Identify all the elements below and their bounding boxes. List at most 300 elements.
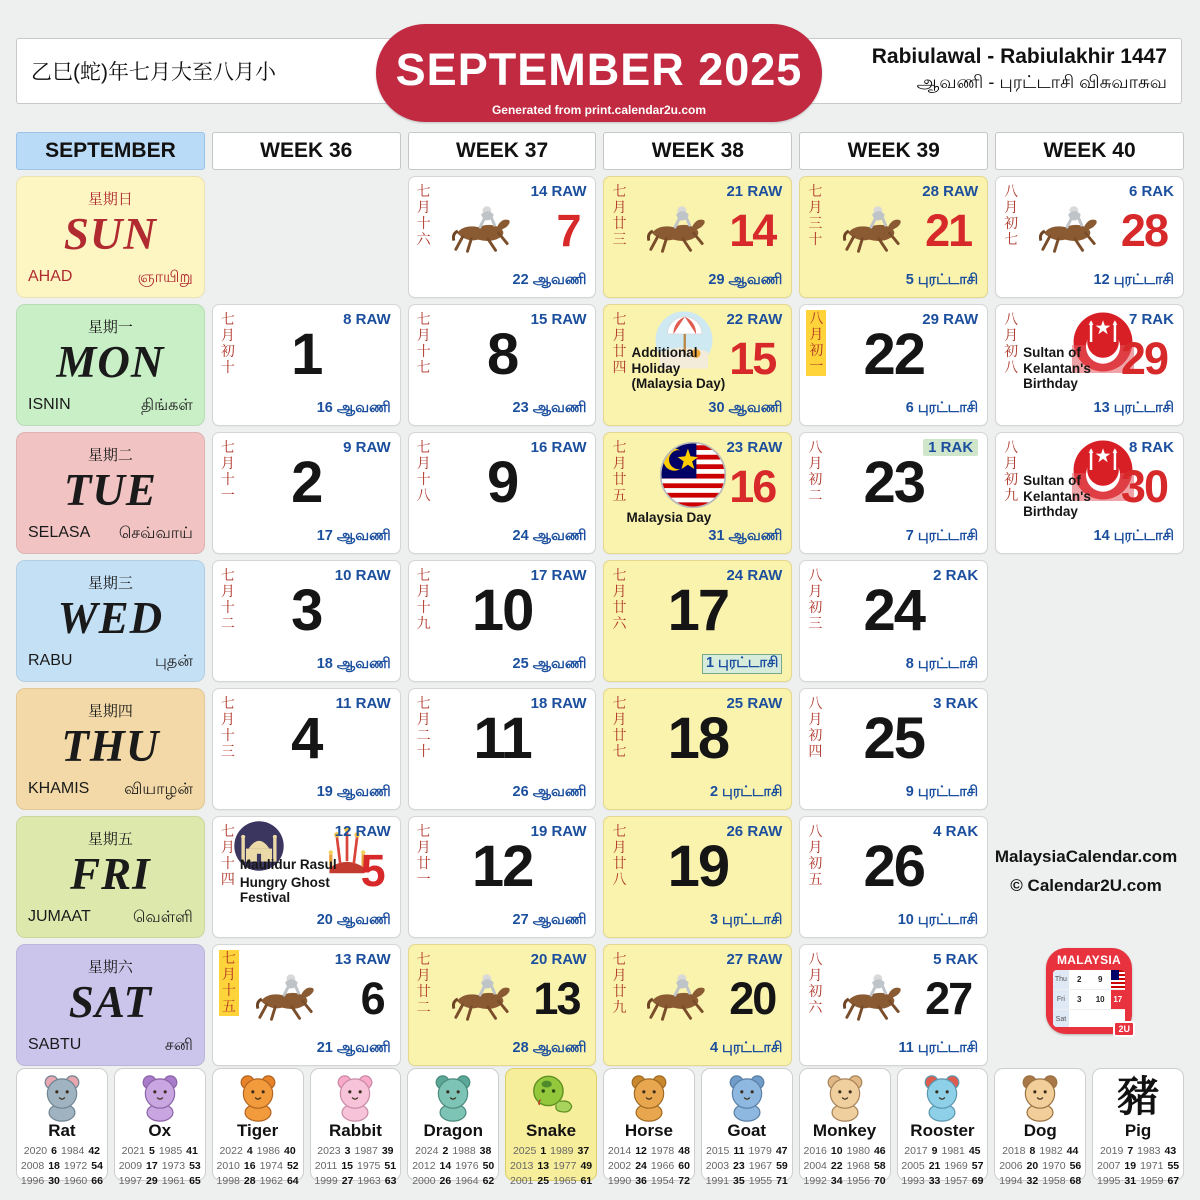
horse-racing-icon — [646, 967, 708, 1027]
zodiac-year: 1986 — [256, 1144, 281, 1157]
zodiac-tiger-icon — [213, 1072, 303, 1122]
zodiac-age: 15 — [341, 1159, 354, 1172]
lunar-char: 三 — [808, 214, 823, 231]
lunar-char: 九 — [1004, 486, 1019, 503]
zodiac-years-row — [213, 1159, 303, 1174]
zodiac-years — [604, 1144, 694, 1190]
lunar-char: 八 — [416, 486, 431, 503]
lunar-char: 月 — [1004, 454, 1019, 471]
lunar-char: 八 — [808, 695, 823, 711]
lunar-char: 廿 — [416, 982, 431, 999]
zodiac-year: 1976 — [455, 1159, 479, 1172]
day-cell-4 — [212, 688, 401, 810]
zodiac-years-row — [408, 1159, 498, 1174]
zodiac-age: 16 — [243, 1159, 256, 1172]
lunar-date — [221, 824, 235, 888]
zodiac-card-ox — [114, 1068, 206, 1188]
lunar-char: 月 — [220, 582, 235, 599]
zodiac-years — [702, 1144, 792, 1190]
tamil-date: 27 ஆவணி — [512, 912, 587, 928]
lunar-char: 八 — [808, 951, 823, 967]
zodiac-card-rooster — [897, 1068, 989, 1188]
lunar-char: 初 — [1004, 342, 1019, 359]
calendar2u-link[interactable]: © Calendar2U.com — [1010, 875, 1162, 895]
day-cell-28 — [995, 176, 1184, 298]
zodiac-year: 1957 — [944, 1175, 968, 1188]
zodiac-years — [800, 1144, 890, 1190]
zodiac-year: 2006 — [999, 1159, 1023, 1172]
lunar-char: 月 — [612, 326, 627, 343]
zodiac-age: 40 — [284, 1144, 296, 1157]
day-number: 12 — [471, 834, 533, 899]
weekday-malay-label: KHAMIS — [28, 780, 90, 797]
lunar-date — [219, 950, 239, 1016]
zodiac-age: 26 — [439, 1175, 452, 1188]
zodiac-years-row — [311, 1174, 401, 1189]
lunar-char: 八 — [612, 870, 627, 887]
lunar-char: 初 — [808, 854, 823, 871]
lunar-char: 七 — [416, 695, 431, 711]
zodiac-name: Pig — [1124, 1121, 1152, 1140]
zodiac-year: 2021 — [121, 1144, 145, 1157]
zodiac-horse-icon — [604, 1072, 694, 1122]
holiday-label — [1023, 345, 1135, 394]
lunar-date — [1004, 312, 1018, 376]
malaysiacalendar-link[interactable]: MalaysiaCalendar.com — [994, 847, 1178, 866]
zodiac-year: 1990 — [607, 1175, 632, 1188]
day-cell-18 — [603, 688, 792, 810]
zodiac-year: 2000 — [412, 1175, 436, 1188]
lunar-char: 七 — [612, 742, 627, 759]
lunar-date — [808, 952, 822, 1016]
zodiac-card-rat — [16, 1068, 108, 1188]
zodiac-age: 54 — [91, 1159, 103, 1172]
lunar-char: 月 — [416, 326, 431, 343]
zodiac-age: 30 — [48, 1175, 60, 1188]
tamil-date: 2 புரட்டாசி — [709, 784, 783, 800]
islamic-date: 8 RAW — [343, 311, 391, 328]
zodiac-age: 33 — [928, 1175, 941, 1188]
weekday-translations — [28, 268, 193, 288]
day-number: 19 — [667, 834, 729, 899]
lunar-char: 七 — [220, 695, 235, 711]
zodiac-years-row — [213, 1174, 303, 1189]
weekday-chinese-label: 星期二 — [87, 447, 133, 464]
zodiac-age: 53 — [189, 1159, 201, 1172]
zodiac-year: 1996 — [20, 1175, 45, 1188]
islamic-date: 9 RAW — [343, 439, 391, 456]
tamil-month-range: ஆவணி - புரட்டாசி விசுவாசுவ — [916, 72, 1167, 93]
zodiac-age: 19 — [1124, 1159, 1137, 1172]
malaysia-calendar-app-icon[interactable] — [1046, 948, 1132, 1034]
day-number: 29 — [1120, 333, 1167, 384]
zodiac-year: 2007 — [1097, 1159, 1121, 1172]
zodiac-year: 2011 — [314, 1159, 338, 1172]
zodiac-year: 1980 — [846, 1144, 870, 1157]
zodiac-rat-icon — [17, 1072, 107, 1122]
weekday-abbr-label: TUE — [63, 465, 157, 515]
zodiac-years-row — [898, 1144, 988, 1159]
tamil-date: 29 ஆவணி — [708, 272, 783, 288]
day-row-header-tue — [16, 432, 205, 554]
lunar-date — [612, 184, 626, 248]
holiday-name: Additional Holiday (Malaysia Day) — [631, 345, 726, 392]
lunar-char: 七 — [612, 567, 627, 583]
lunar-char: 七 — [1004, 230, 1019, 247]
lunar-date — [612, 952, 626, 1016]
zodiac-years-row — [506, 1159, 596, 1174]
day-number: 15 — [729, 333, 776, 384]
zodiac-year: 2024 — [415, 1144, 439, 1157]
day-number: 26 — [863, 834, 924, 899]
zodiac-dog-icon — [995, 1072, 1085, 1122]
lunar-char: 七 — [612, 695, 627, 711]
lunar-char: 六 — [612, 614, 627, 631]
zodiac-year: 2012 — [412, 1159, 436, 1172]
day-row-header-thu — [16, 688, 205, 810]
zodiac-year: 1984 — [60, 1144, 85, 1157]
day-number: 17 — [667, 578, 729, 643]
zodiac-year: 1981 — [941, 1144, 965, 1157]
tamil-date: 10 புரட்டாசி — [897, 912, 979, 928]
zodiac-years-row — [702, 1159, 792, 1174]
zodiac-age: 27 — [341, 1175, 354, 1188]
zodiac-age: 45 — [968, 1144, 981, 1157]
zodiac-years-row — [1093, 1174, 1183, 1189]
zodiac-age: 48 — [678, 1144, 690, 1157]
zodiac-years-row — [408, 1144, 498, 1159]
lunar-char: 月 — [612, 454, 627, 471]
column-header-week-37: WEEK 37 — [408, 132, 597, 170]
zodiac-age: 18 — [48, 1159, 60, 1172]
lunar-char: 十 — [416, 342, 431, 359]
lunar-char: 廿 — [612, 726, 627, 743]
holiday-name: Sultan of Kelantan's Birthday — [1023, 473, 1091, 520]
zodiac-age: 11 — [733, 1144, 745, 1157]
zodiac-year: 1966 — [650, 1159, 675, 1172]
zodiac-years-row — [800, 1174, 890, 1189]
lunar-date — [1004, 440, 1018, 504]
zodiac-year: 1973 — [161, 1159, 186, 1172]
lunar-char: 月 — [612, 838, 627, 855]
lunar-char: 月 — [221, 965, 236, 982]
weekday-translations — [28, 1036, 193, 1056]
day-cell-17 — [603, 560, 792, 682]
tamil-date: 31 ஆவணி — [708, 528, 783, 544]
zodiac-card-dragon — [407, 1068, 499, 1188]
tamil-date: 18 ஆவணி — [316, 656, 391, 672]
weekday-tamil-label: சனி — [164, 1037, 193, 1054]
zodiac-age: 13 — [537, 1159, 550, 1172]
zodiac-years — [408, 1144, 498, 1190]
zodiac-year: 2015 — [705, 1144, 730, 1157]
zodiac-year: 2010 — [216, 1159, 240, 1172]
day-cell-5 — [212, 816, 401, 938]
zodiac-age: 68 — [1069, 1175, 1082, 1188]
islamic-date: 29 RAW — [922, 311, 979, 328]
lunar-char: 七 — [612, 183, 627, 199]
tamil-date: 3 புரட்டாசி — [709, 912, 783, 928]
lunar-char: 三 — [220, 742, 235, 759]
lunar-char: 二 — [416, 998, 431, 1015]
zodiac-year: 2016 — [803, 1144, 827, 1157]
zodiac-years-row — [604, 1159, 694, 1174]
holiday-name: Maulidur Rasul — [239, 857, 337, 872]
day-cell-2 — [212, 432, 401, 554]
tamil-date: 26 ஆவணி — [512, 784, 587, 800]
zodiac-years-row — [213, 1144, 303, 1159]
zodiac-years-row — [311, 1159, 401, 1174]
lunar-char: 八 — [808, 439, 823, 455]
lunar-char: 十 — [416, 742, 431, 759]
lunar-char: 七 — [416, 439, 431, 455]
lunar-char: 五 — [808, 870, 823, 887]
holiday-label — [1023, 473, 1135, 522]
lunar-char: 十 — [220, 726, 235, 743]
zodiac-year: 1965 — [553, 1175, 577, 1188]
lunar-char: 八 — [809, 310, 824, 326]
weekday-chinese-label: 星期三 — [87, 575, 133, 592]
islamic-date: 13 RAW — [334, 951, 391, 968]
zodiac-years-row — [604, 1144, 694, 1159]
lunar-char: 一 — [416, 870, 431, 887]
zodiac-age: 28 — [243, 1175, 256, 1188]
zodiac-rabbit-icon — [311, 1072, 401, 1122]
islamic-date: 20 RAW — [530, 951, 587, 968]
zodiac-name: Snake — [526, 1121, 577, 1140]
lunar-char: 月 — [612, 710, 627, 727]
zodiac-age: 50 — [482, 1159, 495, 1172]
zodiac-year: 1998 — [216, 1175, 240, 1188]
tamil-date: 19 ஆவணி — [316, 784, 391, 800]
islamic-date: 21 RAW — [726, 183, 783, 200]
lunar-char: 初 — [808, 470, 823, 487]
credits-block — [991, 843, 1181, 901]
weekday-tamil-label: ஞாயிறு — [137, 269, 193, 286]
zodiac-year: 1978 — [650, 1144, 675, 1157]
lunar-char: 八 — [1004, 311, 1019, 327]
zodiac-years-row — [115, 1144, 205, 1159]
day-number: 27 — [925, 973, 972, 1024]
day-number: 23 — [863, 450, 924, 515]
day-cell-26 — [799, 816, 988, 938]
lunar-char: 一 — [809, 357, 824, 374]
zodiac-year: 2025 — [512, 1144, 537, 1157]
day-cell-9 — [408, 432, 597, 554]
zodiac-age: 56 — [1069, 1159, 1082, 1172]
zodiac-years-row — [995, 1174, 1085, 1189]
islamic-date: 28 RAW — [922, 183, 979, 200]
day-cell-15 — [603, 304, 792, 426]
app-mini-number: 3 — [1077, 994, 1082, 1004]
day-number: 30 — [1120, 461, 1167, 512]
tamil-date: 14 புரட்டாசி — [1093, 528, 1174, 544]
lunar-char: 廿 — [612, 982, 627, 999]
zodiac-age: 46 — [873, 1144, 886, 1157]
day-row-header-fri — [16, 816, 205, 938]
zodiac-years-row — [506, 1174, 596, 1189]
lunar-char: 月 — [416, 710, 431, 727]
zodiac-age: 66 — [91, 1175, 103, 1188]
zodiac-years-row — [506, 1144, 596, 1159]
zodiac-age: 41 — [186, 1144, 198, 1157]
lunar-char: 十 — [221, 981, 236, 998]
lunar-char: 六 — [808, 998, 823, 1015]
day-number: 3 — [291, 578, 322, 643]
zodiac-year: 2013 — [510, 1159, 534, 1172]
weekday-translations — [28, 652, 193, 672]
zodiac-years — [1093, 1144, 1183, 1190]
zodiac-dragon-icon — [408, 1072, 498, 1122]
lunar-char: 七 — [416, 183, 431, 199]
zodiac-name: Rooster — [910, 1121, 975, 1140]
holiday-label — [631, 345, 743, 394]
lunar-char: 月 — [416, 198, 431, 215]
lunar-char: 月 — [1004, 326, 1019, 343]
zodiac-strip — [16, 1068, 1184, 1188]
day-cell-27 — [799, 944, 988, 1066]
day-cell-24 — [799, 560, 988, 682]
lunar-char: 月 — [1004, 198, 1019, 215]
lunar-char: 月 — [612, 582, 627, 599]
zodiac-age: 47 — [775, 1144, 788, 1157]
day-cell-20 — [603, 944, 792, 1066]
zodiac-age: 12 — [635, 1144, 647, 1157]
zodiac-card-rabbit — [310, 1068, 402, 1188]
lunar-char: 月 — [808, 198, 823, 215]
zodiac-age: 21 — [928, 1159, 941, 1172]
lunar-date — [612, 312, 626, 376]
zodiac-year: 1970 — [1042, 1159, 1066, 1172]
lunar-char: 初 — [808, 726, 823, 743]
lunar-char: 七 — [220, 311, 235, 327]
day-cell-7 — [408, 176, 597, 298]
zodiac-year: 1983 — [1137, 1144, 1161, 1157]
tamil-date: 21 ஆவணி — [316, 1040, 391, 1056]
zodiac-card-dog — [994, 1068, 1086, 1188]
lunar-char: 七 — [416, 823, 431, 839]
zodiac-year: 1974 — [259, 1159, 283, 1172]
day-row-header-sun — [16, 176, 205, 298]
zodiac-years-row — [702, 1174, 792, 1189]
lunar-char: 十 — [416, 214, 431, 231]
zodiac-age: 63 — [384, 1175, 397, 1188]
holiday-name: Sultan of Kelantan's Birthday — [1023, 345, 1091, 392]
lunar-date — [417, 952, 431, 1016]
zodiac-year: 1967 — [748, 1159, 773, 1172]
zodiac-years — [506, 1144, 596, 1190]
zodiac-years-row — [1093, 1159, 1183, 1174]
zodiac-year: 1994 — [999, 1175, 1023, 1188]
zodiac-year: 1993 — [901, 1175, 925, 1188]
zodiac-year: 2002 — [607, 1159, 632, 1172]
zodiac-age: 9 — [931, 1144, 938, 1157]
lunar-char: 五 — [612, 486, 627, 503]
column-header-week-38: WEEK 38 — [603, 132, 792, 170]
lunar-char: 七 — [220, 439, 235, 455]
day-cell-29 — [995, 304, 1184, 426]
lunar-char: 二 — [220, 614, 235, 631]
day-cell-12 — [408, 816, 597, 938]
islamic-date: 1 RAK — [923, 439, 978, 456]
app-mini-row — [1053, 970, 1125, 990]
day-cell-13 — [408, 944, 597, 1066]
lunar-char: 八 — [808, 567, 823, 583]
zodiac-age: 69 — [971, 1175, 984, 1188]
lunar-char: 一 — [220, 486, 235, 503]
day-number: 4 — [291, 706, 322, 771]
lunar-date — [417, 184, 431, 248]
zodiac-name: Tiger — [236, 1121, 279, 1140]
zodiac-card-horse — [603, 1068, 695, 1188]
lunar-char: 月 — [416, 966, 431, 983]
lunar-char: 十 — [220, 470, 235, 487]
zodiac-age: 44 — [1066, 1144, 1079, 1157]
islamic-date: 15 RAW — [530, 311, 587, 328]
generated-from-link[interactable]: Generated from print.calendar2u.com — [491, 103, 707, 117]
lunar-char: 初 — [808, 982, 823, 999]
zodiac-age: 38 — [479, 1144, 492, 1157]
tamil-date: 28 ஆவணி — [512, 1040, 587, 1056]
islamic-month-range: Rabiulawal - Rabiulakhir 1447 — [871, 45, 1167, 68]
zodiac-years-row — [995, 1159, 1085, 1174]
lunar-char: 廿 — [612, 470, 627, 487]
zodiac-age: 17 — [146, 1159, 158, 1172]
zodiac-years-row — [115, 1159, 205, 1174]
zodiac-year: 2009 — [118, 1159, 143, 1172]
zodiac-age: 61 — [580, 1175, 593, 1188]
islamic-date: 25 RAW — [726, 695, 783, 712]
zodiac-years-row — [604, 1174, 694, 1189]
zodiac-year: 1955 — [748, 1175, 773, 1188]
zodiac-years-row — [408, 1174, 498, 1189]
zodiac-years — [115, 1144, 205, 1190]
zodiac-year: 1968 — [846, 1159, 870, 1172]
zodiac-age: 22 — [830, 1159, 843, 1172]
zodiac-years-row — [17, 1159, 107, 1174]
day-number: 13 — [533, 973, 580, 1024]
zodiac-year: 1991 — [705, 1175, 730, 1188]
lunar-char: 廿 — [612, 214, 627, 231]
islamic-date: 5 RAK — [933, 951, 979, 968]
day-cell-10 — [408, 560, 597, 682]
zodiac-rooster-icon — [898, 1072, 988, 1122]
zodiac-age: 42 — [88, 1144, 101, 1157]
day-number: 21 — [925, 205, 972, 256]
day-cell-25 — [799, 688, 988, 810]
zodiac-age: 64 — [286, 1175, 299, 1188]
horse-racing-icon — [451, 967, 513, 1027]
zodiac-year: 2017 — [904, 1144, 928, 1157]
weekday-tamil-label: புதன் — [154, 653, 193, 670]
tamil-date: 16 ஆவணி — [316, 400, 391, 416]
zodiac-age: 7 — [1127, 1144, 1134, 1157]
zodiac-year: 2001 — [510, 1175, 534, 1188]
zodiac-year: 1992 — [803, 1175, 827, 1188]
zodiac-age: 14 — [439, 1159, 452, 1172]
day-number: 22 — [863, 322, 924, 387]
lunar-char: 七 — [220, 567, 235, 583]
weekday-abbr-label: MON — [56, 337, 165, 387]
zodiac-age: 20 — [1026, 1159, 1039, 1172]
zodiac-age: 62 — [482, 1175, 495, 1188]
zodiac-glyph: 豬 — [1117, 1073, 1160, 1120]
zodiac-age: 60 — [678, 1159, 690, 1172]
zodiac-year: 2008 — [20, 1159, 45, 1172]
lunar-char: 初 — [1004, 470, 1019, 487]
day-number: 24 — [863, 578, 924, 643]
zodiac-age: 49 — [580, 1159, 593, 1172]
